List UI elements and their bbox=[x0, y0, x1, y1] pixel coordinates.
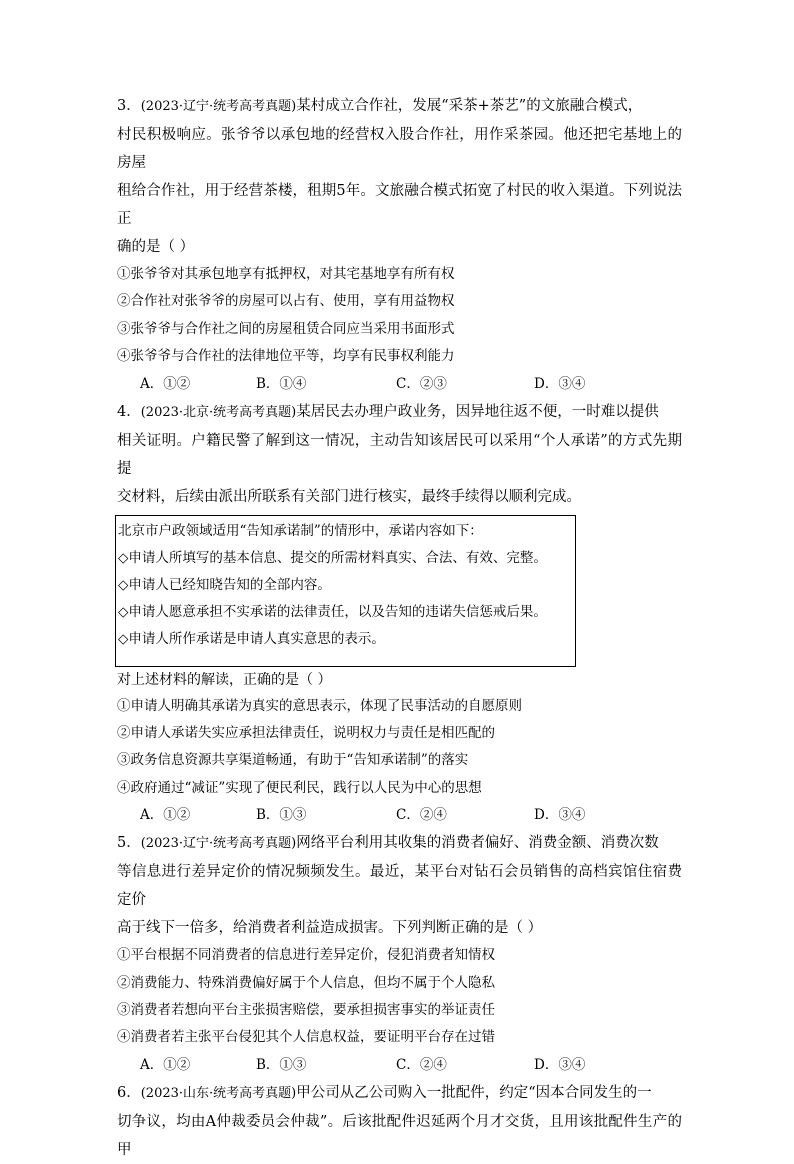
choice-d: D．③④ bbox=[534, 1056, 586, 1073]
question-number: 5 bbox=[117, 835, 127, 852]
question-source: (2023·辽宁·统考高考真题) bbox=[140, 99, 297, 114]
choice-a: A．①② bbox=[140, 375, 191, 392]
choice-b: B．①③ bbox=[256, 807, 307, 824]
question-stem: 4．(2023·北京·统考高考真题)某居民去办理户政业务，因异地往返不便，一时难以提供 相关证明。户籍民警了解到这一情况，主动告知该居民可以采用“个人承诺”的方式先期提 交材料，后续由派出所联系有关部门进行核实，最终手续得以顺利完成。 bbox=[117, 403, 682, 505]
question-4 bbox=[117, 398, 682, 830]
exam-page bbox=[117, 92, 682, 1164]
material-box bbox=[115, 515, 576, 667]
choice-c: C．②④ bbox=[396, 807, 447, 824]
statement: ④政府通过“减证”实现了便民利民，践行以人民为中心的思想 bbox=[117, 779, 482, 796]
choice-c: C．②③ bbox=[396, 375, 447, 392]
question-stem: 3．(2023·辽宁·统考高考真题)某村成立合作社，发展“采茶+茶艺”的文旅融合模式， 村民积极响应。张爷爷以承包地的经营权入股合作社，用作采茶园。他还把宅基地上的房屋 租给合作社，用于经营茶楼，租期5年。文旅融合模式拓宽了村民的收入渠道。下列说法正 确的是（ ） bbox=[117, 98, 682, 255]
choice-d: D．③④ bbox=[534, 807, 586, 824]
statement: ②申请人承诺失实应承担法律责任，说明权力与责任是相匹配的 bbox=[117, 725, 495, 742]
statement: ③张爷爷与合作社之间的房屋租赁合同应当采用书面形式 bbox=[117, 320, 455, 337]
box-line: 北京市户政领域适用“告知承诺制”的情形中，承诺内容如下： bbox=[118, 522, 483, 539]
box-line: ◇申请人愿意承担不实承诺的法律责任，以及告知的违诺失信惩戒后果。 bbox=[118, 604, 547, 621]
stem-line: 某村成立合作社，发展“采茶+茶艺”的文旅融合模式， bbox=[296, 98, 643, 114]
stem-line: 高于线下一倍多，给消费者利益造成损害。下列判断正确的是（ ） bbox=[117, 920, 543, 937]
stem-line: 等信息进行差异定价的情况频频发生。最近，某平台对钻石会员销售的高档宾馆住宿费定价 bbox=[117, 864, 682, 909]
box-line: ◇申请人所填写的基本信息、提交的所需材料真实、合法、有效、完整。 bbox=[118, 549, 547, 566]
question-stem: 5．(2023·辽宁·统考高考真题)网络平台利用其收集的消费者偏好、消费金额、消费次数 等信息进行差异定价的情况频频发生。最近，某平台对钻石会员销售的高档宾馆住宿费定价 高于线下一倍多，给消费者利益造成损害。下列判断正确的是（ ） bbox=[117, 835, 682, 937]
statement: ①申请人明确其承诺为真实的意思表示，体现了民事活动的自愿原则 bbox=[117, 697, 522, 714]
choice-b: B．①④ bbox=[256, 375, 307, 392]
statement: ②消费能力、特殊消费偏好属于个人信息，但均不属于个人隐私 bbox=[117, 974, 495, 991]
choice-a: A．①② bbox=[140, 1056, 191, 1073]
statement: ④消费者若主张平台侵犯其个人信息权益，要证明平台存在过错 bbox=[117, 1029, 495, 1046]
question-stem: 6．(2023·山东·统考高考真题)甲公司从乙公司购入一批配件，约定“因本合同发生的一 切争议，均由A仲裁委员会仲裁”。后该批配件迟延两个月才交货，且用该批配件生产的甲 bbox=[117, 1084, 682, 1158]
question-number: 3 bbox=[117, 98, 127, 114]
choice-b: B．①③ bbox=[256, 1056, 307, 1073]
stem-line: 甲公司从乙公司购入一批配件，约定“因本合同发生的一 bbox=[296, 1084, 652, 1101]
question-prompt: 对上述材料的解读，正确的是（ ） bbox=[117, 671, 332, 688]
question-number: 4 bbox=[117, 403, 127, 420]
answer-choices bbox=[117, 371, 682, 398]
answer-choices bbox=[117, 1052, 682, 1079]
statement: ③消费者若想向平台主张损害赔偿，要承担损害事实的举证责任 bbox=[117, 1002, 495, 1019]
question-number: 6 bbox=[117, 1084, 127, 1101]
statement: ③政务信息资源共享渠道畅通，有助于“告知承诺制”的落实 bbox=[117, 752, 469, 769]
question-source: (2023·北京·统考高考真题) bbox=[140, 404, 297, 420]
box-line: ◇申请人所作承诺是申请人真实意思的表示。 bbox=[118, 631, 385, 648]
stem-line: 村民积极响应。张爷爷以承包地的经营权入股合作社，用作采茶园。他还把宅基地上的房屋 bbox=[117, 127, 682, 171]
stem-line: 交材料，后续由派出所联系有关部门进行核实，最终手续得以顺利完成。 bbox=[117, 488, 581, 505]
statement: ④张爷爷与合作社的法律地位平等，均享有民事权利能力 bbox=[117, 348, 455, 365]
stem-line: 网络平台利用其收集的消费者偏好、消费金额、消费次数 bbox=[296, 835, 659, 852]
choice-a: A．①② bbox=[140, 807, 191, 824]
stem-line: 切争议，均由A仲裁委员会仲裁”。后该批配件迟延两个月才交货，且用该批配件生产的甲 bbox=[117, 1113, 682, 1158]
stem-line: 确的是（ ） bbox=[117, 239, 195, 255]
stem-line: 某居民去办理户政业务，因异地往返不便，一时难以提供 bbox=[296, 403, 659, 420]
question-source: (2023·山东·统考高考真题) bbox=[140, 1085, 297, 1101]
stem-line: 租给合作社，用于经营茶楼，租期5年。文旅融合模式拓宽了村民的收入渠道。下列说法正 bbox=[117, 183, 682, 227]
question-3 bbox=[117, 92, 682, 398]
statement: ①张爷爷对其承包地享有抵押权，对其宅基地享有所有权 bbox=[117, 266, 455, 282]
stem-line: 相关证明。户籍民警了解到这一情况，主动告知该居民可以采用“个人承诺”的方式先期提 bbox=[117, 432, 682, 477]
statement: ①平台根据不同消费者的信息进行差异定价，侵犯消费者知情权 bbox=[117, 947, 495, 964]
choice-d: D．③④ bbox=[534, 375, 586, 392]
question-6 bbox=[117, 1079, 682, 1164]
statement: ②合作社对张爷爷的房屋可以占有、使用，享有用益物权 bbox=[117, 293, 455, 310]
choice-c: C．②④ bbox=[396, 1056, 447, 1073]
question-5 bbox=[117, 829, 682, 1079]
question-source: (2023·辽宁·统考高考真题) bbox=[140, 836, 297, 852]
box-line: ◇申请人已经知晓告知的全部内容。 bbox=[118, 577, 331, 594]
answer-choices bbox=[117, 802, 682, 829]
